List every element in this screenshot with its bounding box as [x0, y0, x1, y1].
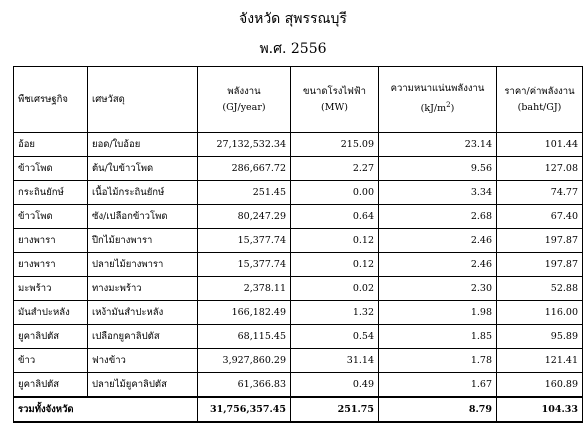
cell-energy: 2,378.11	[198, 277, 291, 301]
cell-residue: ยอด/ใบอ้อย	[88, 133, 198, 157]
table-row	[14, 325, 583, 349]
header-residue: เศษวัสดุ	[88, 67, 198, 133]
cell-crop: ยูคาลิปตัส	[14, 373, 88, 398]
cell-crop: ยางพารา	[14, 229, 88, 253]
cell-density: 1.98	[379, 301, 497, 325]
header-price-label: ราคา/ค่าพลังงาน	[504, 85, 575, 97]
table-row	[14, 301, 583, 325]
total-density: 8.79	[379, 397, 497, 422]
cell-price: 116.00	[497, 301, 583, 325]
table-row	[14, 133, 583, 157]
table-row	[14, 229, 583, 253]
total-energy: 31,756,357.45	[198, 397, 291, 422]
header-energy	[198, 67, 291, 133]
cell-price: 127.08	[497, 157, 583, 181]
cell-density: 2.46	[379, 253, 497, 277]
cell-residue: ทางมะพร้าว	[88, 277, 198, 301]
cell-capacity: 0.02	[291, 277, 379, 301]
header-capacity-label: ขนาดโรงไฟฟ้า	[303, 85, 366, 97]
cell-crop: มะพร้าว	[14, 277, 88, 301]
cell-capacity: 2.27	[291, 157, 379, 181]
cell-energy: 166,182.49	[198, 301, 291, 325]
cell-density: 2.30	[379, 277, 497, 301]
cell-price: 160.89	[497, 373, 583, 398]
cell-density: 23.14	[379, 133, 497, 157]
table-header-row	[14, 67, 583, 133]
cell-crop: ข้าวโพด	[14, 205, 88, 229]
cell-price: 197.87	[497, 229, 583, 253]
cell-price: 95.89	[497, 325, 583, 349]
cell-density: 1.67	[379, 373, 497, 398]
table-body	[14, 133, 583, 398]
cell-capacity: 1.32	[291, 301, 379, 325]
cell-energy: 286,667.72	[198, 157, 291, 181]
total-price: 104.33	[497, 397, 583, 422]
cell-capacity: 0.49	[291, 373, 379, 398]
cell-energy: 61,366.83	[198, 373, 291, 398]
cell-energy: 3,927,860.29	[198, 349, 291, 373]
header-crop: พืชเศรษฐกิจ	[14, 67, 88, 133]
table-row	[14, 349, 583, 373]
cell-residue: ซัง/เปลือกข้าวโพด	[88, 205, 198, 229]
table-row	[14, 277, 583, 301]
cell-density: 2.46	[379, 229, 497, 253]
cell-crop: ข้าว	[14, 349, 88, 373]
cell-capacity: 0.12	[291, 229, 379, 253]
cell-capacity: 0.54	[291, 325, 379, 349]
cell-energy: 15,377.74	[198, 229, 291, 253]
header-capacity	[291, 67, 379, 133]
cell-energy: 80,247.29	[198, 205, 291, 229]
cell-price: 121.41	[497, 349, 583, 373]
header-energy-unit: (GJ/year)	[222, 101, 266, 113]
cell-capacity: 0.64	[291, 205, 379, 229]
header-density-unit	[383, 97, 492, 117]
total-capacity: 251.75	[291, 397, 379, 422]
cell-crop: กระถินยักษ์	[14, 181, 88, 205]
cell-capacity: 0.00	[291, 181, 379, 205]
page-subtitle: พ.ศ. 2556	[259, 41, 327, 57]
cell-crop: ข้าวโพด	[14, 157, 88, 181]
cell-capacity: 0.12	[291, 253, 379, 277]
header-price-unit: (baht/GJ)	[517, 101, 562, 113]
cell-density: 9.56	[379, 157, 497, 181]
cell-residue: ฟางข้าว	[88, 349, 198, 373]
total-label: รวมทั้งจังหวัด	[14, 397, 198, 422]
cell-price: 67.40	[497, 205, 583, 229]
cell-capacity: 31.14	[291, 349, 379, 373]
cell-price: 101.44	[497, 133, 583, 157]
cell-capacity: 215.09	[291, 133, 379, 157]
cell-price: 52.88	[497, 277, 583, 301]
density-unit-suffix: )	[450, 103, 455, 115]
cell-residue: ปีกไม้ยางพารา	[88, 229, 198, 253]
cell-residue: เปลือกยูคาลิปตัส	[88, 325, 198, 349]
table-row	[14, 373, 583, 398]
cell-density: 2.68	[379, 205, 497, 229]
cell-energy: 15,377.74	[198, 253, 291, 277]
cell-crop: ยูคาลิปตัส	[14, 325, 88, 349]
cell-crop: มันสำปะหลัง	[14, 301, 88, 325]
cell-energy: 27,132,532.34	[198, 133, 291, 157]
table-row	[14, 181, 583, 205]
table-row	[14, 157, 583, 181]
cell-crop: ยางพารา	[14, 253, 88, 277]
cell-price: 74.77	[497, 181, 583, 205]
header-capacity-unit: (MW)	[321, 101, 348, 113]
cell-crop: อ้อย	[14, 133, 88, 157]
cell-density: 1.85	[379, 325, 497, 349]
header-energy-label: พลังงาน	[227, 85, 261, 97]
header-density-label: ความหนาแน่นพลังงาน	[390, 83, 485, 95]
cell-energy: 251.45	[198, 181, 291, 205]
cell-density: 1.78	[379, 349, 497, 373]
total-row	[14, 397, 583, 422]
cell-residue: เนื้อไม้กระถินยักษ์	[88, 181, 198, 205]
cell-price: 197.87	[497, 253, 583, 277]
energy-table	[13, 66, 583, 423]
cell-residue: ต้น/ใบข้าวโพด	[88, 157, 198, 181]
cell-residue: ปลายไม้ยางพารา	[88, 253, 198, 277]
table-row	[14, 205, 583, 229]
page-title: จังหวัด สุพรรณบุรี	[239, 11, 347, 27]
cell-energy: 68,115.45	[198, 325, 291, 349]
density-unit-prefix: (kJ/m	[420, 103, 447, 115]
header-density	[379, 67, 497, 133]
table-row	[14, 253, 583, 277]
cell-residue: เหง้ามันสำปะหลัง	[88, 301, 198, 325]
cell-residue: ปลายไม้ยูคาลิปตัส	[88, 373, 198, 398]
header-price	[497, 67, 583, 133]
density-unit-sup: 2	[446, 101, 451, 110]
cell-density: 3.34	[379, 181, 497, 205]
